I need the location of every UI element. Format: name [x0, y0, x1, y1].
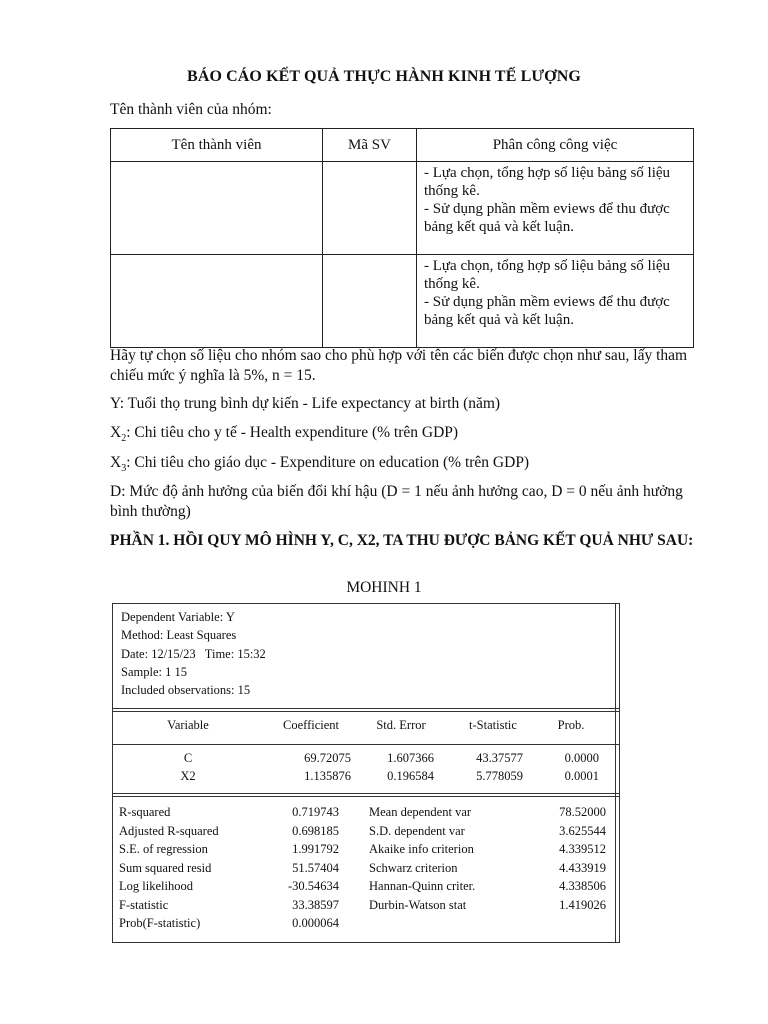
col-header-prob: Prob. [557, 718, 585, 732]
variable-x3-symbol: X [110, 454, 122, 471]
eviews-output-table [112, 603, 620, 943]
std-error-value: 0.196584 [387, 769, 434, 783]
stat-value: 33.38597 [292, 897, 339, 912]
stat-value: 4.338506 [559, 879, 606, 893]
variable-x3-text: : Chi tiêu cho giáo dục - Expenditure on education (% trên GDP) [126, 454, 530, 471]
section-1-heading: PHẦN 1. HỒI QUY MÔ HÌNH Y, C, X2, TA THU ĐƯỢC BẢNG KẾT QUẢ NHƯ SAU: [110, 532, 694, 549]
divider [113, 793, 619, 794]
stat-value: 0.698185 [292, 823, 339, 838]
report-title: BÁO CÁO KẾT QUẢ THỰC HÀNH KINH TẾ LƯỢNG [187, 68, 581, 85]
divider [113, 796, 619, 797]
stat-value: 1.991792 [292, 842, 339, 856]
variable-x2-symbol: X [110, 424, 122, 441]
header-student-id: Mã SV [323, 129, 417, 162]
stat-label: S.E. of regression [119, 842, 208, 856]
divider [113, 711, 619, 712]
stat-value: 4.433919 [559, 860, 606, 875]
members-table-header [111, 129, 694, 162]
stat-label: Durbin-Watson stat [369, 897, 467, 912]
t-statistic-value: 43.37577 [476, 751, 523, 765]
stat-label: S.D. dependent var [369, 823, 465, 838]
variable-x3-subscript: 3 [121, 463, 127, 475]
table-row [111, 162, 694, 255]
student-id-cell [323, 162, 417, 255]
member-name-cell [111, 255, 323, 348]
members-label: Tên thành viên của nhóm: [110, 101, 272, 118]
task-line: - Lựa chọn, tổng hợp số liệu bảng số liệu thống kê. [424, 258, 671, 292]
eviews-frame-line [615, 604, 616, 942]
stat-value: 4.339512 [559, 842, 606, 856]
stat-value: 3.625544 [559, 823, 606, 838]
col-header-variable: Variable [167, 718, 209, 732]
stat-value: 1.419026 [559, 897, 606, 912]
date-time-line: Date: 12/15/23 Time: 15:32 [121, 646, 266, 661]
coef-variable: X2 [180, 769, 196, 783]
task-line: - Lựa chọn, tổng hợp số liệu bảng số liệu thống kê. [424, 165, 671, 199]
stat-label: R-squared [119, 805, 171, 819]
dependent-variable-line: Dependent Variable: Y [121, 610, 235, 624]
divider [113, 708, 619, 709]
coef-variable: C [183, 751, 193, 765]
task-cell [417, 255, 694, 348]
instructions-paragraph: Hãy tự chọn số liệu cho nhóm sao cho phù hợp với tên các biến được chọn như sau, lấy tham chiếu mức ý nghĩa là 5%, n = 15. [110, 347, 688, 384]
variable-x2-definition [110, 423, 458, 449]
coef-value: 1.135876 [304, 769, 351, 783]
stat-label: Akaike info criterion [369, 842, 474, 856]
variable-x2-subscript: 2 [121, 433, 127, 445]
header-task-assignment: Phân công công việc [417, 129, 694, 162]
model-title: MOHINH 1 [346, 579, 422, 596]
task-line: - Sử dụng phần mềm eviews để thu được bảng kết quả và kết luận. [424, 294, 670, 328]
prob-value: 0.0000 [564, 751, 599, 765]
divider [113, 744, 619, 745]
stat-value: 0.000064 [292, 916, 339, 930]
coef-value: 69.72075 [304, 751, 351, 765]
stat-value: -30.54634 [287, 879, 339, 893]
variable-y-definition: Y: Tuổi thọ trung bình dự kiến - Life expectancy at birth (năm) [110, 395, 501, 412]
members-table [110, 128, 694, 348]
stat-value: 78.52000 [559, 805, 606, 819]
col-header-coefficient: Coefficient [283, 718, 339, 732]
sample-line: Sample: 1 15 [121, 664, 187, 679]
variable-x3-definition [110, 453, 529, 479]
stat-label: Hannan-Quinn criter. [369, 879, 476, 893]
method-line: Method: Least Squares [121, 628, 237, 643]
header-member-name: Tên thành viên [111, 129, 323, 162]
std-error-value: 1.607366 [387, 751, 434, 765]
variable-d-definition: D: Mức độ ảnh hưởng của biến đổi khí hậu (D = 1 nếu ảnh hưởng cao, D = 0 nếu ảnh hưởng bình thường) [110, 483, 683, 520]
stat-label: Sum squared resid [119, 860, 212, 875]
eviews-header [121, 608, 266, 699]
stat-label: Prob(F-statistic) [119, 916, 201, 930]
t-statistic-value: 5.778059 [476, 769, 523, 783]
stat-label: Mean dependent var [369, 805, 472, 819]
student-id-cell [323, 255, 417, 348]
col-header-std-error: Std. Error [376, 718, 426, 732]
variable-x2-text: : Chi tiêu cho y tế - Health expenditure (% trên GDP) [126, 424, 459, 441]
stat-value: 51.57404 [292, 860, 339, 875]
task-cell [417, 162, 694, 255]
prob-value: 0.0001 [564, 769, 599, 783]
task-line: - Sử dụng phần mềm eviews để thu được bảng kết quả và kết luận. [424, 201, 670, 235]
col-header-t-statistic: t-Statistic [469, 718, 517, 732]
stat-label: F-statistic [119, 897, 169, 912]
stat-value: 0.719743 [292, 805, 339, 819]
table-row [111, 255, 694, 348]
member-name-cell [111, 162, 323, 255]
stat-label: Schwarz criterion [369, 860, 458, 875]
stat-label: Adjusted R-squared [119, 823, 219, 838]
stat-label: Log likelihood [119, 879, 193, 893]
observations-line: Included observations: 15 [121, 683, 251, 698]
